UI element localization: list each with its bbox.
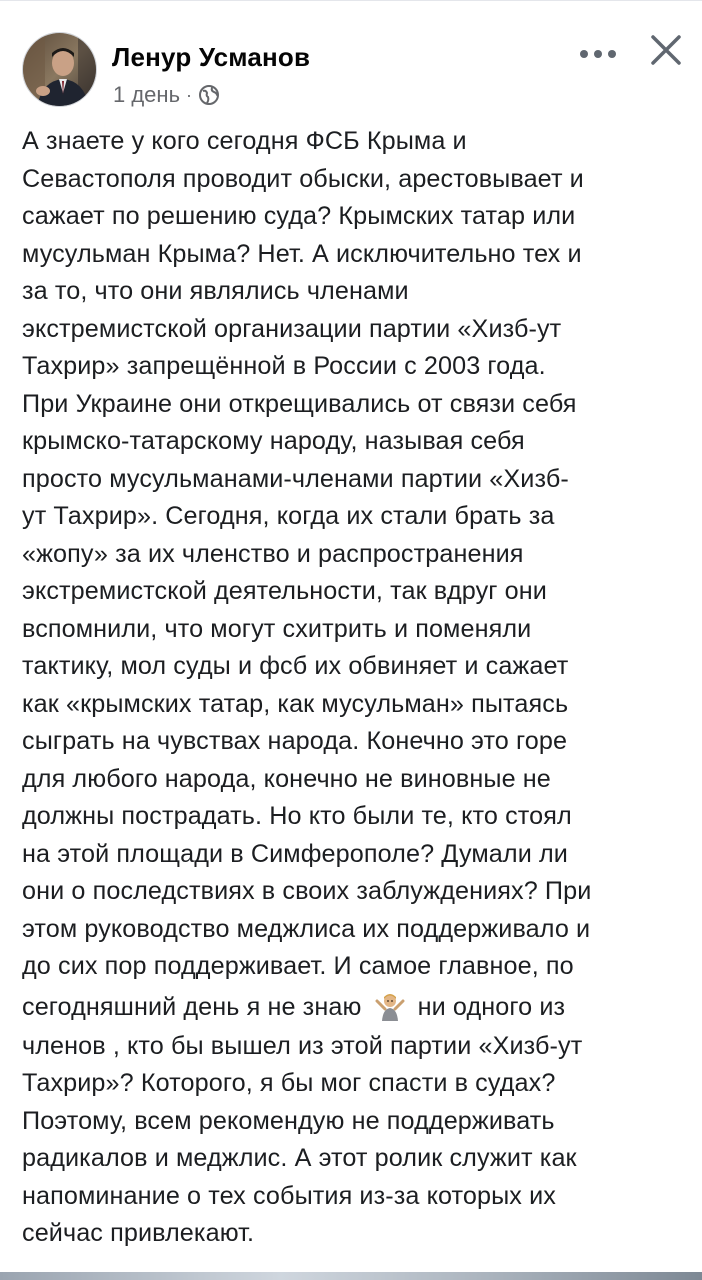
post-text-line: сажает по решению суда? Крымских татар или xyxy=(22,202,576,230)
close-icon[interactable] xyxy=(648,32,684,68)
person-shrugging-icon xyxy=(375,991,405,1021)
post-text-line: до сих пор поддерживает. И самое главное, по xyxy=(22,952,574,980)
author-avatar[interactable] xyxy=(22,32,97,107)
post-text-line: Поэтому, всем рекомендую не поддерживать xyxy=(22,1106,555,1135)
post-text xyxy=(22,123,692,1253)
emoji-line-after: ни одного из xyxy=(417,992,566,1021)
post-text-line: Тахрир» запрещённой в России с 2003 года. xyxy=(22,352,546,380)
post-text-line: Тахрир»? Которого, я бы мог спасти в судах? xyxy=(22,1069,556,1097)
post-meta xyxy=(113,82,220,108)
post-text-line: они о последствиях в своих заблуждениях? При xyxy=(22,877,592,905)
post-text-line: мусульман Крыма? Нет. А исключительно тех и xyxy=(22,239,582,268)
author-name[interactable]: Ленур Усманов xyxy=(112,42,311,72)
post-text-line: экстремистской организации партии «Хизб-ут xyxy=(22,314,562,343)
post-text-line: членов , кто бы вышел из этой партии «Хизб-ут xyxy=(22,1031,583,1060)
emoji-line-before: сегодняшний день я не знаю xyxy=(22,992,362,1021)
meta-separator: · xyxy=(186,84,193,105)
post-text-line: экстремистской деятельности, так вдруг они xyxy=(22,577,547,605)
post-text-line: как «крымских татар, как мусульман» пытаясь xyxy=(22,689,569,718)
post-text-line: «жопу» за их членство и распространения xyxy=(22,539,524,568)
post-time[interactable]: 1 день xyxy=(113,82,181,107)
globe-icon xyxy=(198,84,220,106)
post-text-line: При Украине они открещивались от связи себя xyxy=(22,389,577,418)
top-divider xyxy=(0,0,702,1)
post-text-line: тактику, мол суды и фсб их обвиняет и сажает xyxy=(22,652,569,680)
post-header xyxy=(22,32,686,112)
post-text-line: Севастополя проводит обыски, арестовывает и xyxy=(22,164,584,193)
post-text-line: ут Тахрир». Сегодня, когда их стали брать за xyxy=(22,502,555,530)
post-text-line: крымско-татарскому народу, называя себя xyxy=(22,427,525,455)
post-text-line: А знаете у кого сегодня ФСБ Крыма и xyxy=(22,127,467,155)
post-text-line: радикалов и меджлис. А этот ролик служит как xyxy=(22,1144,577,1172)
post-text-line: этом руководство меджлиса их поддерживало и xyxy=(22,914,591,943)
more-horizontal-icon[interactable] xyxy=(580,42,616,66)
post-text-line: напоминание о тех события из-за которых их xyxy=(22,1181,556,1210)
post-text-line: на этой площади в Симферополе? Думали ли xyxy=(22,839,568,868)
post-text-line: сейчас привлекают. xyxy=(22,1219,255,1247)
post-text-line: должны пострадать. Но кто были те, кто стоял xyxy=(22,802,572,830)
video-preview-edge xyxy=(0,1272,702,1280)
post-text-line: вспомнили, что могут схитрить и поменяли xyxy=(22,614,532,643)
post-text-line: просто мусульманами-членами партии «Хизб- xyxy=(22,464,569,493)
post-text-line: за то, что они являлись членами xyxy=(22,277,409,305)
post-text-line-with-emoji xyxy=(22,986,692,1028)
post-text-line: сыграть на чувствах народа. Конечно это горе xyxy=(22,727,568,755)
post-text-line: для любого народа, конечно не виновные не xyxy=(22,764,551,793)
